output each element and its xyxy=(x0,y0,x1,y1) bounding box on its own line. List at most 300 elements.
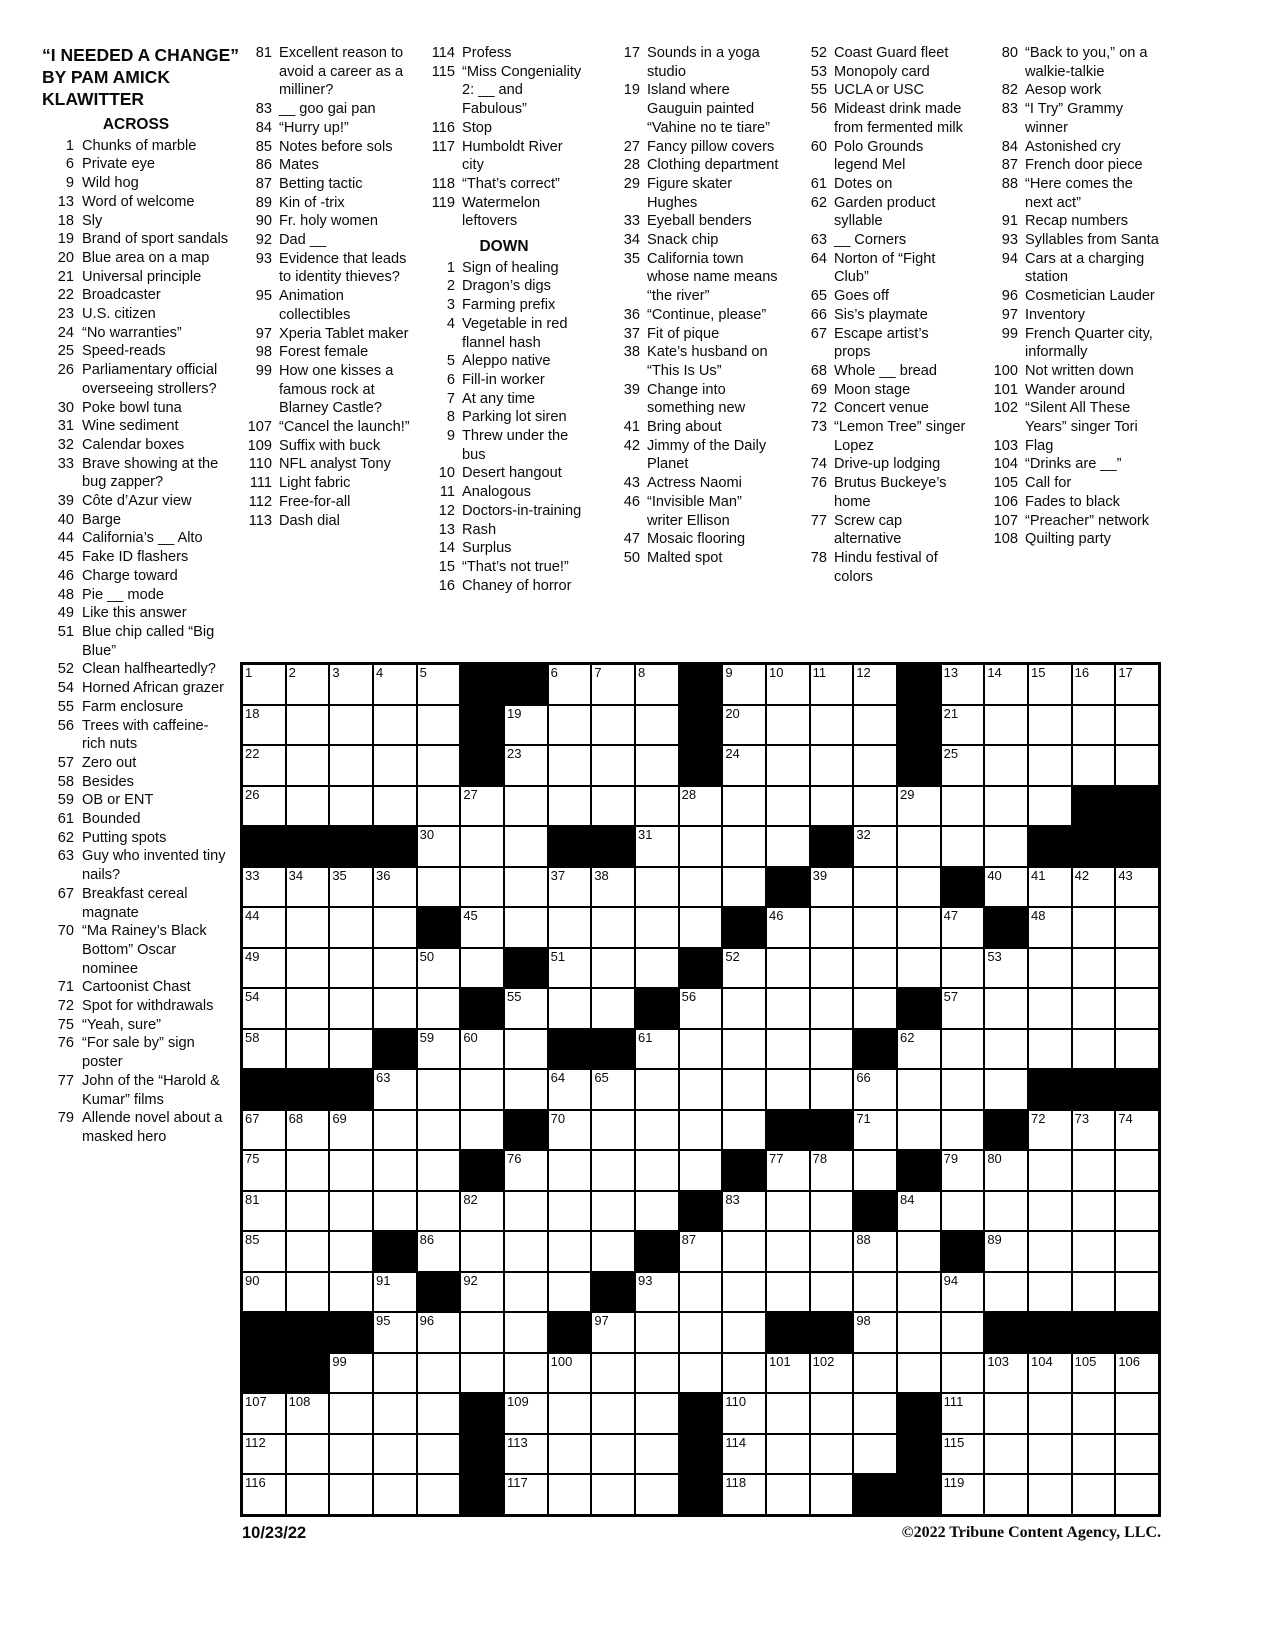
grid-cell-r13-c20[interactable] xyxy=(1073,1151,1115,1190)
grid-cell-r4-c7[interactable] xyxy=(505,787,547,826)
grid-cell-r10-c1[interactable] xyxy=(243,1030,285,1069)
grid-cell-r8-c14[interactable] xyxy=(811,949,853,988)
grid-cell-r6-c5[interactable] xyxy=(418,868,460,907)
grid-cell-r11-c9[interactable] xyxy=(592,1070,634,1109)
grid-cell-r13-c18[interactable] xyxy=(985,1151,1027,1190)
grid-cell-r4-c1[interactable] xyxy=(243,787,285,826)
grid-cell-r21-c18[interactable] xyxy=(985,1475,1027,1514)
grid-cell-r13-c17[interactable] xyxy=(942,1151,984,1190)
grid-cell-r20-c7[interactable] xyxy=(505,1435,547,1474)
grid-cell-r5-c7[interactable] xyxy=(505,827,547,866)
grid-cell-r9-c2[interactable] xyxy=(287,989,329,1028)
grid-cell-r6-c10[interactable] xyxy=(636,868,678,907)
grid-cell-r7-c20[interactable] xyxy=(1073,908,1115,947)
grid-cell-r8-c1[interactable] xyxy=(243,949,285,988)
grid-cell-r19-c14[interactable] xyxy=(811,1394,853,1433)
grid-cell-r1-c15[interactable] xyxy=(854,665,896,704)
grid-cell-r14-c4[interactable] xyxy=(374,1192,416,1231)
grid-cell-r14-c18[interactable] xyxy=(985,1192,1027,1231)
grid-cell-r11-c5[interactable] xyxy=(418,1070,460,1109)
grid-cell-r20-c19[interactable] xyxy=(1029,1435,1071,1474)
grid-cell-r16-c6[interactable] xyxy=(461,1273,503,1312)
grid-cell-r12-c10[interactable] xyxy=(636,1111,678,1150)
grid-cell-r6-c21[interactable] xyxy=(1116,868,1158,907)
grid-cell-r20-c12[interactable] xyxy=(723,1435,765,1474)
grid-cell-r11-c15[interactable] xyxy=(854,1070,896,1109)
grid-cell-r15-c3[interactable] xyxy=(330,1232,372,1271)
grid-cell-r16-c11[interactable] xyxy=(680,1273,722,1312)
grid-cell-r6-c18[interactable] xyxy=(985,868,1027,907)
grid-cell-r15-c12[interactable] xyxy=(723,1232,765,1271)
grid-cell-r8-c13[interactable] xyxy=(767,949,809,988)
grid-cell-r10-c6[interactable] xyxy=(461,1030,503,1069)
grid-cell-r3-c9[interactable] xyxy=(592,746,634,785)
grid-cell-r1-c3[interactable] xyxy=(330,665,372,704)
grid-cell-r18-c16[interactable] xyxy=(898,1354,940,1393)
grid-cell-r19-c1[interactable] xyxy=(243,1394,285,1433)
grid-cell-r11-c7[interactable] xyxy=(505,1070,547,1109)
grid-cell-r7-c8[interactable] xyxy=(549,908,591,947)
grid-cell-r11-c11[interactable] xyxy=(680,1070,722,1109)
grid-cell-r20-c13[interactable] xyxy=(767,1435,809,1474)
grid-cell-r15-c15[interactable] xyxy=(854,1232,896,1271)
grid-cell-r6-c2[interactable] xyxy=(287,868,329,907)
grid-cell-r10-c17[interactable] xyxy=(942,1030,984,1069)
grid-cell-r4-c13[interactable] xyxy=(767,787,809,826)
grid-cell-r4-c4[interactable] xyxy=(374,787,416,826)
grid-cell-r12-c21[interactable] xyxy=(1116,1111,1158,1150)
grid-cell-r21-c13[interactable] xyxy=(767,1475,809,1514)
grid-cell-r18-c15[interactable] xyxy=(854,1354,896,1393)
grid-cell-r7-c10[interactable] xyxy=(636,908,678,947)
grid-cell-r19-c4[interactable] xyxy=(374,1394,416,1433)
grid-cell-r21-c3[interactable] xyxy=(330,1475,372,1514)
grid-cell-r16-c1[interactable] xyxy=(243,1273,285,1312)
grid-cell-r12-c20[interactable] xyxy=(1073,1111,1115,1150)
grid-cell-r3-c8[interactable] xyxy=(549,746,591,785)
grid-cell-r20-c21[interactable] xyxy=(1116,1435,1158,1474)
grid-cell-r14-c5[interactable] xyxy=(418,1192,460,1231)
grid-cell-r12-c12[interactable] xyxy=(723,1111,765,1150)
grid-cell-r20-c5[interactable] xyxy=(418,1435,460,1474)
grid-cell-r19-c7[interactable] xyxy=(505,1394,547,1433)
grid-cell-r1-c1[interactable] xyxy=(243,665,285,704)
grid-cell-r6-c19[interactable] xyxy=(1029,868,1071,907)
grid-cell-r19-c15[interactable] xyxy=(854,1394,896,1433)
grid-cell-r14-c1[interactable] xyxy=(243,1192,285,1231)
grid-cell-r5-c5[interactable] xyxy=(418,827,460,866)
grid-cell-r11-c12[interactable] xyxy=(723,1070,765,1109)
grid-cell-r8-c9[interactable] xyxy=(592,949,634,988)
grid-cell-r17-c7[interactable] xyxy=(505,1313,547,1352)
grid-cell-r20-c1[interactable] xyxy=(243,1435,285,1474)
grid-cell-r3-c1[interactable] xyxy=(243,746,285,785)
grid-cell-r5-c15[interactable] xyxy=(854,827,896,866)
grid-cell-r2-c20[interactable] xyxy=(1073,706,1115,745)
grid-cell-r12-c2[interactable] xyxy=(287,1111,329,1150)
grid-cell-r9-c18[interactable] xyxy=(985,989,1027,1028)
grid-cell-r15-c18[interactable] xyxy=(985,1232,1027,1271)
grid-cell-r10-c14[interactable] xyxy=(811,1030,853,1069)
grid-cell-r2-c19[interactable] xyxy=(1029,706,1071,745)
grid-cell-r9-c21[interactable] xyxy=(1116,989,1158,1028)
grid-cell-r15-c7[interactable] xyxy=(505,1232,547,1271)
grid-cell-r14-c14[interactable] xyxy=(811,1192,853,1231)
grid-cell-r17-c5[interactable] xyxy=(418,1313,460,1352)
grid-cell-r9-c12[interactable] xyxy=(723,989,765,1028)
grid-cell-r14-c12[interactable] xyxy=(723,1192,765,1231)
grid-cell-r2-c2[interactable] xyxy=(287,706,329,745)
grid-cell-r1-c21[interactable] xyxy=(1116,665,1158,704)
grid-cell-r2-c17[interactable] xyxy=(942,706,984,745)
grid-cell-r7-c7[interactable] xyxy=(505,908,547,947)
grid-cell-r3-c21[interactable] xyxy=(1116,746,1158,785)
grid-cell-r6-c9[interactable] xyxy=(592,868,634,907)
grid-cell-r8-c20[interactable] xyxy=(1073,949,1115,988)
grid-cell-r15-c6[interactable] xyxy=(461,1232,503,1271)
grid-cell-r16-c7[interactable] xyxy=(505,1273,547,1312)
grid-cell-r12-c6[interactable] xyxy=(461,1111,503,1150)
grid-cell-r4-c6[interactable] xyxy=(461,787,503,826)
grid-cell-r13-c4[interactable] xyxy=(374,1151,416,1190)
grid-cell-r20-c14[interactable] xyxy=(811,1435,853,1474)
grid-cell-r5-c11[interactable] xyxy=(680,827,722,866)
grid-cell-r15-c5[interactable] xyxy=(418,1232,460,1271)
grid-cell-r6-c16[interactable] xyxy=(898,868,940,907)
grid-cell-r1-c8[interactable] xyxy=(549,665,591,704)
grid-cell-r3-c5[interactable] xyxy=(418,746,460,785)
grid-cell-r10-c21[interactable] xyxy=(1116,1030,1158,1069)
grid-cell-r3-c19[interactable] xyxy=(1029,746,1071,785)
grid-cell-r8-c2[interactable] xyxy=(287,949,329,988)
grid-cell-r8-c21[interactable] xyxy=(1116,949,1158,988)
grid-cell-r7-c21[interactable] xyxy=(1116,908,1158,947)
grid-cell-r2-c9[interactable] xyxy=(592,706,634,745)
grid-cell-r7-c17[interactable] xyxy=(942,908,984,947)
grid-cell-r21-c4[interactable] xyxy=(374,1475,416,1514)
grid-cell-r2-c7[interactable] xyxy=(505,706,547,745)
grid-cell-r8-c10[interactable] xyxy=(636,949,678,988)
grid-cell-r2-c4[interactable] xyxy=(374,706,416,745)
grid-cell-r1-c14[interactable] xyxy=(811,665,853,704)
grid-cell-r16-c16[interactable] xyxy=(898,1273,940,1312)
grid-cell-r4-c11[interactable] xyxy=(680,787,722,826)
grid-cell-r6-c4[interactable] xyxy=(374,868,416,907)
grid-cell-r7-c14[interactable] xyxy=(811,908,853,947)
grid-cell-r7-c16[interactable] xyxy=(898,908,940,947)
grid-cell-r4-c16[interactable] xyxy=(898,787,940,826)
grid-cell-r19-c21[interactable] xyxy=(1116,1394,1158,1433)
grid-cell-r2-c18[interactable] xyxy=(985,706,1027,745)
grid-cell-r20-c3[interactable] xyxy=(330,1435,372,1474)
grid-cell-r19-c19[interactable] xyxy=(1029,1394,1071,1433)
grid-cell-r12-c9[interactable] xyxy=(592,1111,634,1150)
grid-cell-r8-c17[interactable] xyxy=(942,949,984,988)
grid-cell-r2-c12[interactable] xyxy=(723,706,765,745)
grid-cell-r13-c10[interactable] xyxy=(636,1151,678,1190)
grid-cell-r8-c5[interactable] xyxy=(418,949,460,988)
grid-cell-r4-c19[interactable] xyxy=(1029,787,1071,826)
grid-cell-r13-c15[interactable] xyxy=(854,1151,896,1190)
grid-cell-r18-c21[interactable] xyxy=(1116,1354,1158,1393)
grid-cell-r1-c17[interactable] xyxy=(942,665,984,704)
grid-cell-r20-c15[interactable] xyxy=(854,1435,896,1474)
grid-cell-r3-c7[interactable] xyxy=(505,746,547,785)
grid-cell-r16-c2[interactable] xyxy=(287,1273,329,1312)
grid-cell-r9-c15[interactable] xyxy=(854,989,896,1028)
grid-cell-r13-c2[interactable] xyxy=(287,1151,329,1190)
grid-cell-r16-c3[interactable] xyxy=(330,1273,372,1312)
grid-cell-r19-c18[interactable] xyxy=(985,1394,1027,1433)
grid-cell-r2-c8[interactable] xyxy=(549,706,591,745)
grid-cell-r15-c8[interactable] xyxy=(549,1232,591,1271)
grid-cell-r1-c5[interactable] xyxy=(418,665,460,704)
grid-cell-r18-c14[interactable] xyxy=(811,1354,853,1393)
grid-cell-r13-c11[interactable] xyxy=(680,1151,722,1190)
grid-cell-r10-c2[interactable] xyxy=(287,1030,329,1069)
grid-cell-r21-c8[interactable] xyxy=(549,1475,591,1514)
grid-cell-r13-c13[interactable] xyxy=(767,1151,809,1190)
grid-cell-r2-c15[interactable] xyxy=(854,706,896,745)
grid-cell-r18-c13[interactable] xyxy=(767,1354,809,1393)
grid-cell-r15-c19[interactable] xyxy=(1029,1232,1071,1271)
grid-cell-r12-c17[interactable] xyxy=(942,1111,984,1150)
grid-cell-r11-c6[interactable] xyxy=(461,1070,503,1109)
grid-cell-r9-c11[interactable] xyxy=(680,989,722,1028)
grid-cell-r8-c6[interactable] xyxy=(461,949,503,988)
grid-cell-r2-c21[interactable] xyxy=(1116,706,1158,745)
grid-cell-r4-c2[interactable] xyxy=(287,787,329,826)
grid-cell-r14-c16[interactable] xyxy=(898,1192,940,1231)
grid-cell-r19-c17[interactable] xyxy=(942,1394,984,1433)
grid-cell-r13-c9[interactable] xyxy=(592,1151,634,1190)
grid-cell-r15-c9[interactable] xyxy=(592,1232,634,1271)
grid-cell-r21-c17[interactable] xyxy=(942,1475,984,1514)
grid-cell-r10-c5[interactable] xyxy=(418,1030,460,1069)
grid-cell-r18-c17[interactable] xyxy=(942,1354,984,1393)
grid-cell-r20-c9[interactable] xyxy=(592,1435,634,1474)
grid-cell-r15-c13[interactable] xyxy=(767,1232,809,1271)
grid-cell-r8-c15[interactable] xyxy=(854,949,896,988)
grid-cell-r5-c18[interactable] xyxy=(985,827,1027,866)
grid-cell-r20-c18[interactable] xyxy=(985,1435,1027,1474)
grid-cell-r12-c15[interactable] xyxy=(854,1111,896,1150)
grid-cell-r19-c3[interactable] xyxy=(330,1394,372,1433)
grid-cell-r18-c4[interactable] xyxy=(374,1354,416,1393)
grid-cell-r13-c7[interactable] xyxy=(505,1151,547,1190)
grid-cell-r5-c13[interactable] xyxy=(767,827,809,866)
grid-cell-r15-c2[interactable] xyxy=(287,1232,329,1271)
grid-cell-r17-c15[interactable] xyxy=(854,1313,896,1352)
grid-cell-r6-c11[interactable] xyxy=(680,868,722,907)
grid-cell-r19-c10[interactable] xyxy=(636,1394,678,1433)
grid-cell-r2-c1[interactable] xyxy=(243,706,285,745)
grid-cell-r20-c10[interactable] xyxy=(636,1435,678,1474)
grid-cell-r11-c10[interactable] xyxy=(636,1070,678,1109)
grid-cell-r12-c16[interactable] xyxy=(898,1111,940,1150)
grid-cell-r17-c11[interactable] xyxy=(680,1313,722,1352)
grid-cell-r13-c21[interactable] xyxy=(1116,1151,1158,1190)
grid-cell-r12-c3[interactable] xyxy=(330,1111,372,1150)
grid-cell-r16-c19[interactable] xyxy=(1029,1273,1071,1312)
grid-cell-r21-c14[interactable] xyxy=(811,1475,853,1514)
grid-cell-r18-c10[interactable] xyxy=(636,1354,678,1393)
grid-cell-r7-c15[interactable] xyxy=(854,908,896,947)
grid-cell-r9-c14[interactable] xyxy=(811,989,853,1028)
grid-cell-r18-c3[interactable] xyxy=(330,1354,372,1393)
grid-cell-r13-c14[interactable] xyxy=(811,1151,853,1190)
grid-cell-r10-c10[interactable] xyxy=(636,1030,678,1069)
grid-cell-r3-c3[interactable] xyxy=(330,746,372,785)
grid-cell-r18-c9[interactable] xyxy=(592,1354,634,1393)
grid-cell-r9-c1[interactable] xyxy=(243,989,285,1028)
grid-cell-r5-c10[interactable] xyxy=(636,827,678,866)
grid-cell-r18-c20[interactable] xyxy=(1073,1354,1115,1393)
grid-cell-r14-c3[interactable] xyxy=(330,1192,372,1231)
grid-cell-r17-c4[interactable] xyxy=(374,1313,416,1352)
grid-cell-r3-c12[interactable] xyxy=(723,746,765,785)
grid-cell-r18-c19[interactable] xyxy=(1029,1354,1071,1393)
grid-cell-r17-c9[interactable] xyxy=(592,1313,634,1352)
grid-cell-r7-c19[interactable] xyxy=(1029,908,1071,947)
grid-cell-r4-c9[interactable] xyxy=(592,787,634,826)
grid-cell-r14-c13[interactable] xyxy=(767,1192,809,1231)
grid-cell-r19-c8[interactable] xyxy=(549,1394,591,1433)
grid-cell-r14-c6[interactable] xyxy=(461,1192,503,1231)
grid-cell-r19-c13[interactable] xyxy=(767,1394,809,1433)
grid-cell-r16-c8[interactable] xyxy=(549,1273,591,1312)
grid-cell-r5-c12[interactable] xyxy=(723,827,765,866)
grid-cell-r21-c5[interactable] xyxy=(418,1475,460,1514)
grid-cell-r5-c16[interactable] xyxy=(898,827,940,866)
grid-cell-r21-c20[interactable] xyxy=(1073,1475,1115,1514)
grid-cell-r2-c13[interactable] xyxy=(767,706,809,745)
grid-cell-r10-c18[interactable] xyxy=(985,1030,1027,1069)
grid-cell-r3-c15[interactable] xyxy=(854,746,896,785)
grid-cell-r16-c4[interactable] xyxy=(374,1273,416,1312)
grid-cell-r18-c8[interactable] xyxy=(549,1354,591,1393)
grid-cell-r1-c2[interactable] xyxy=(287,665,329,704)
grid-cell-r10-c12[interactable] xyxy=(723,1030,765,1069)
grid-cell-r19-c12[interactable] xyxy=(723,1394,765,1433)
grid-cell-r20-c20[interactable] xyxy=(1073,1435,1115,1474)
grid-cell-r4-c18[interactable] xyxy=(985,787,1027,826)
grid-cell-r16-c20[interactable] xyxy=(1073,1273,1115,1312)
grid-cell-r1-c12[interactable] xyxy=(723,665,765,704)
grid-cell-r4-c12[interactable] xyxy=(723,787,765,826)
grid-cell-r14-c8[interactable] xyxy=(549,1192,591,1231)
grid-cell-r10-c3[interactable] xyxy=(330,1030,372,1069)
grid-cell-r16-c12[interactable] xyxy=(723,1273,765,1312)
grid-cell-r12-c19[interactable] xyxy=(1029,1111,1071,1150)
grid-cell-r8-c4[interactable] xyxy=(374,949,416,988)
grid-cell-r4-c5[interactable] xyxy=(418,787,460,826)
grid-cell-r19-c9[interactable] xyxy=(592,1394,634,1433)
grid-cell-r9-c17[interactable] xyxy=(942,989,984,1028)
grid-cell-r7-c11[interactable] xyxy=(680,908,722,947)
grid-cell-r7-c4[interactable] xyxy=(374,908,416,947)
grid-cell-r3-c18[interactable] xyxy=(985,746,1027,785)
grid-cell-r11-c16[interactable] xyxy=(898,1070,940,1109)
grid-cell-r11-c4[interactable] xyxy=(374,1070,416,1109)
grid-cell-r15-c11[interactable] xyxy=(680,1232,722,1271)
grid-cell-r21-c19[interactable] xyxy=(1029,1475,1071,1514)
grid-cell-r10-c13[interactable] xyxy=(767,1030,809,1069)
grid-cell-r3-c10[interactable] xyxy=(636,746,678,785)
grid-cell-r9-c5[interactable] xyxy=(418,989,460,1028)
grid-cell-r6-c6[interactable] xyxy=(461,868,503,907)
grid-cell-r3-c2[interactable] xyxy=(287,746,329,785)
grid-cell-r9-c13[interactable] xyxy=(767,989,809,1028)
grid-cell-r6-c12[interactable] xyxy=(723,868,765,907)
grid-cell-r15-c16[interactable] xyxy=(898,1232,940,1271)
grid-cell-r14-c19[interactable] xyxy=(1029,1192,1071,1231)
grid-cell-r15-c1[interactable] xyxy=(243,1232,285,1271)
grid-cell-r8-c12[interactable] xyxy=(723,949,765,988)
grid-cell-r18-c7[interactable] xyxy=(505,1354,547,1393)
grid-cell-r3-c13[interactable] xyxy=(767,746,809,785)
grid-cell-r20-c4[interactable] xyxy=(374,1435,416,1474)
grid-cell-r4-c10[interactable] xyxy=(636,787,678,826)
grid-cell-r15-c14[interactable] xyxy=(811,1232,853,1271)
grid-cell-r13-c5[interactable] xyxy=(418,1151,460,1190)
grid-cell-r11-c17[interactable] xyxy=(942,1070,984,1109)
grid-cell-r21-c1[interactable] xyxy=(243,1475,285,1514)
grid-cell-r11-c13[interactable] xyxy=(767,1070,809,1109)
grid-cell-r19-c20[interactable] xyxy=(1073,1394,1115,1433)
grid-cell-r10-c19[interactable] xyxy=(1029,1030,1071,1069)
grid-cell-r18-c5[interactable] xyxy=(418,1354,460,1393)
grid-cell-r6-c14[interactable] xyxy=(811,868,853,907)
grid-cell-r13-c3[interactable] xyxy=(330,1151,372,1190)
grid-cell-r8-c18[interactable] xyxy=(985,949,1027,988)
grid-cell-r15-c20[interactable] xyxy=(1073,1232,1115,1271)
grid-cell-r1-c19[interactable] xyxy=(1029,665,1071,704)
grid-cell-r13-c1[interactable] xyxy=(243,1151,285,1190)
grid-cell-r21-c2[interactable] xyxy=(287,1475,329,1514)
grid-cell-r14-c10[interactable] xyxy=(636,1192,678,1231)
grid-cell-r12-c5[interactable] xyxy=(418,1111,460,1150)
grid-cell-r9-c4[interactable] xyxy=(374,989,416,1028)
grid-cell-r12-c8[interactable] xyxy=(549,1111,591,1150)
grid-cell-r20-c17[interactable] xyxy=(942,1435,984,1474)
grid-cell-r13-c8[interactable] xyxy=(549,1151,591,1190)
grid-cell-r3-c20[interactable] xyxy=(1073,746,1115,785)
grid-cell-r2-c3[interactable] xyxy=(330,706,372,745)
grid-cell-r17-c12[interactable] xyxy=(723,1313,765,1352)
grid-cell-r9-c19[interactable] xyxy=(1029,989,1071,1028)
grid-cell-r10-c16[interactable] xyxy=(898,1030,940,1069)
grid-cell-r8-c3[interactable] xyxy=(330,949,372,988)
grid-cell-r21-c10[interactable] xyxy=(636,1475,678,1514)
grid-cell-r21-c21[interactable] xyxy=(1116,1475,1158,1514)
grid-cell-r14-c7[interactable] xyxy=(505,1192,547,1231)
grid-cell-r16-c15[interactable] xyxy=(854,1273,896,1312)
grid-cell-r11-c18[interactable] xyxy=(985,1070,1027,1109)
grid-cell-r6-c8[interactable] xyxy=(549,868,591,907)
grid-cell-r12-c11[interactable] xyxy=(680,1111,722,1150)
grid-cell-r9-c20[interactable] xyxy=(1073,989,1115,1028)
grid-cell-r8-c8[interactable] xyxy=(549,949,591,988)
grid-cell-r14-c17[interactable] xyxy=(942,1192,984,1231)
grid-cell-r1-c18[interactable] xyxy=(985,665,1027,704)
grid-cell-r10-c7[interactable] xyxy=(505,1030,547,1069)
grid-cell-r16-c13[interactable] xyxy=(767,1273,809,1312)
grid-cell-r2-c14[interactable] xyxy=(811,706,853,745)
grid-cell-r6-c1[interactable] xyxy=(243,868,285,907)
grid-cell-r3-c14[interactable] xyxy=(811,746,853,785)
grid-cell-r3-c4[interactable] xyxy=(374,746,416,785)
